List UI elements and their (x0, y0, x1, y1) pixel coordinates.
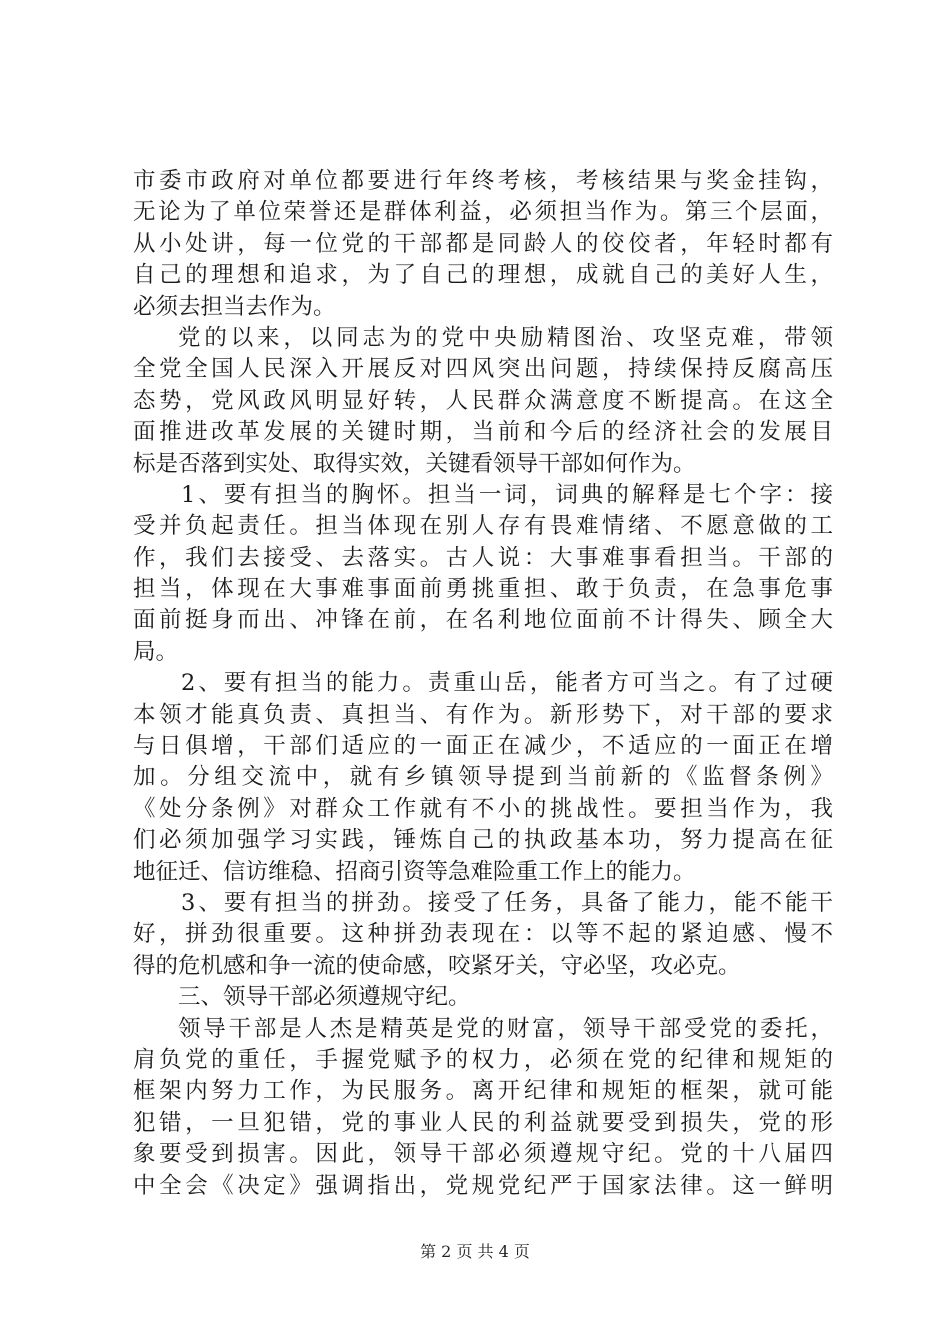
text-line: 从小处讲，每一位党的干部都是同龄人的佼佼者，年轻时都有 (133, 230, 833, 257)
paragraph-start-line: 2、要有担当的能力。责重山岳，能者方可当之。有了过硬 (181, 670, 833, 697)
text-line: 们必须加强学习实践，锤炼自己的执政基本功，努力提高在征 (133, 827, 833, 854)
text-line: 面推进改革发展的关键时期，当前和今后的经济社会的发展目 (133, 419, 833, 446)
text-line: 局。 (133, 638, 179, 665)
text-line: 象要受到损害。因此，领导干部必须遵规守纪。党的十八届四 (133, 1141, 833, 1168)
text-line: 框架内努力工作，为民服务。离开纪律和规矩的框架，就可能 (133, 1078, 833, 1105)
text-line: 市委市政府对单位都要进行年终考核，考核结果与奖金挂钩， (133, 168, 833, 194)
text-line: 得的危机感和争一流的使命感，咬紧牙关，守必坚，攻必克。 (133, 952, 741, 979)
text-line: 自己的理想和追求，为了自己的理想，成就自己的美好人生， (133, 262, 833, 289)
text-line: 必须去担当去作为。 (133, 293, 336, 320)
text-line: 担当，体现在大事难事面前勇挑重担、敢于负责，在急事危事 (133, 576, 833, 603)
text-line: 犯错，一旦犯错，党的事业人民的利益就要受到损失，党的形 (133, 1109, 833, 1136)
text-line: 全党全国人民深入开展反对四风突出问题，持续保持反腐高压 (133, 356, 833, 383)
text-line: 好，拼劲很重要。这种拼劲表现在：以等不起的紧迫感、慢不 (133, 921, 833, 948)
text-line: 地征迁、信访维稳、招商引资等急难险重工作上的能力。 (133, 858, 696, 885)
paragraph-start-line: 3、要有担当的拼劲。接受了任务，具备了能力，能不能干 (181, 889, 833, 916)
text-line: 加。分组交流中，就有乡镇领导提到当前新的《监督条例》 (133, 764, 833, 791)
text-line: 态势，党风政风明显好转，人民群众满意度不断提高。在这全 (133, 387, 833, 414)
text-line: 中全会《决定》强调指出，党规党纪严于国家法律。这一鲜明 (133, 1172, 833, 1199)
text-line: 本领才能真负责、真担当、有作为。新形势下，对干部的要求 (133, 701, 833, 728)
text-line: 与日俱增，干部们适应的一面正在减少，不适应的一面正在增 (133, 733, 833, 760)
text-line: 《处分条例》对群众工作就有不小的挑战性。要担当作为，我 (133, 795, 833, 822)
paragraph-start-line: 领导干部是人杰是精英是党的财富，领导干部受党的委托， (178, 1015, 833, 1042)
document-body (133, 166, 833, 1202)
text-line: 肩负党的重任，手握党赋予的权力，必须在党的纪律和规矩的 (133, 1046, 833, 1073)
page-number-footer: 第 2 页 共 4 页 (420, 1242, 530, 1261)
text-line: 作，我们去接受、去落实。古人说：大事难事看担当。干部的 (133, 544, 833, 571)
text-line: 受并负起责任。担当体现在别人存有畏难情绪、不愿意做的工 (133, 513, 833, 540)
text-line: 标是否落到实处、取得实效，关键看领导干部如何作为。 (133, 450, 696, 477)
text-line: 无论为了单位荣誉还是群体利益，必须担当作为。第三个层面， (133, 199, 833, 226)
paragraph-start-line: 1、要有担当的胸怀。担当一词，词典的解释是七个字：接 (181, 481, 833, 508)
paragraph-start-line: 党的以来，以同志为的党中央励精图治、攻坚克难，带领 (178, 324, 833, 351)
text-line: 面前挺身而出、冲锋在前，在名利地位面前不计得失、顾全大 (133, 607, 833, 634)
section-heading: 三、领导干部必须遵规守纪。 (178, 984, 471, 1011)
